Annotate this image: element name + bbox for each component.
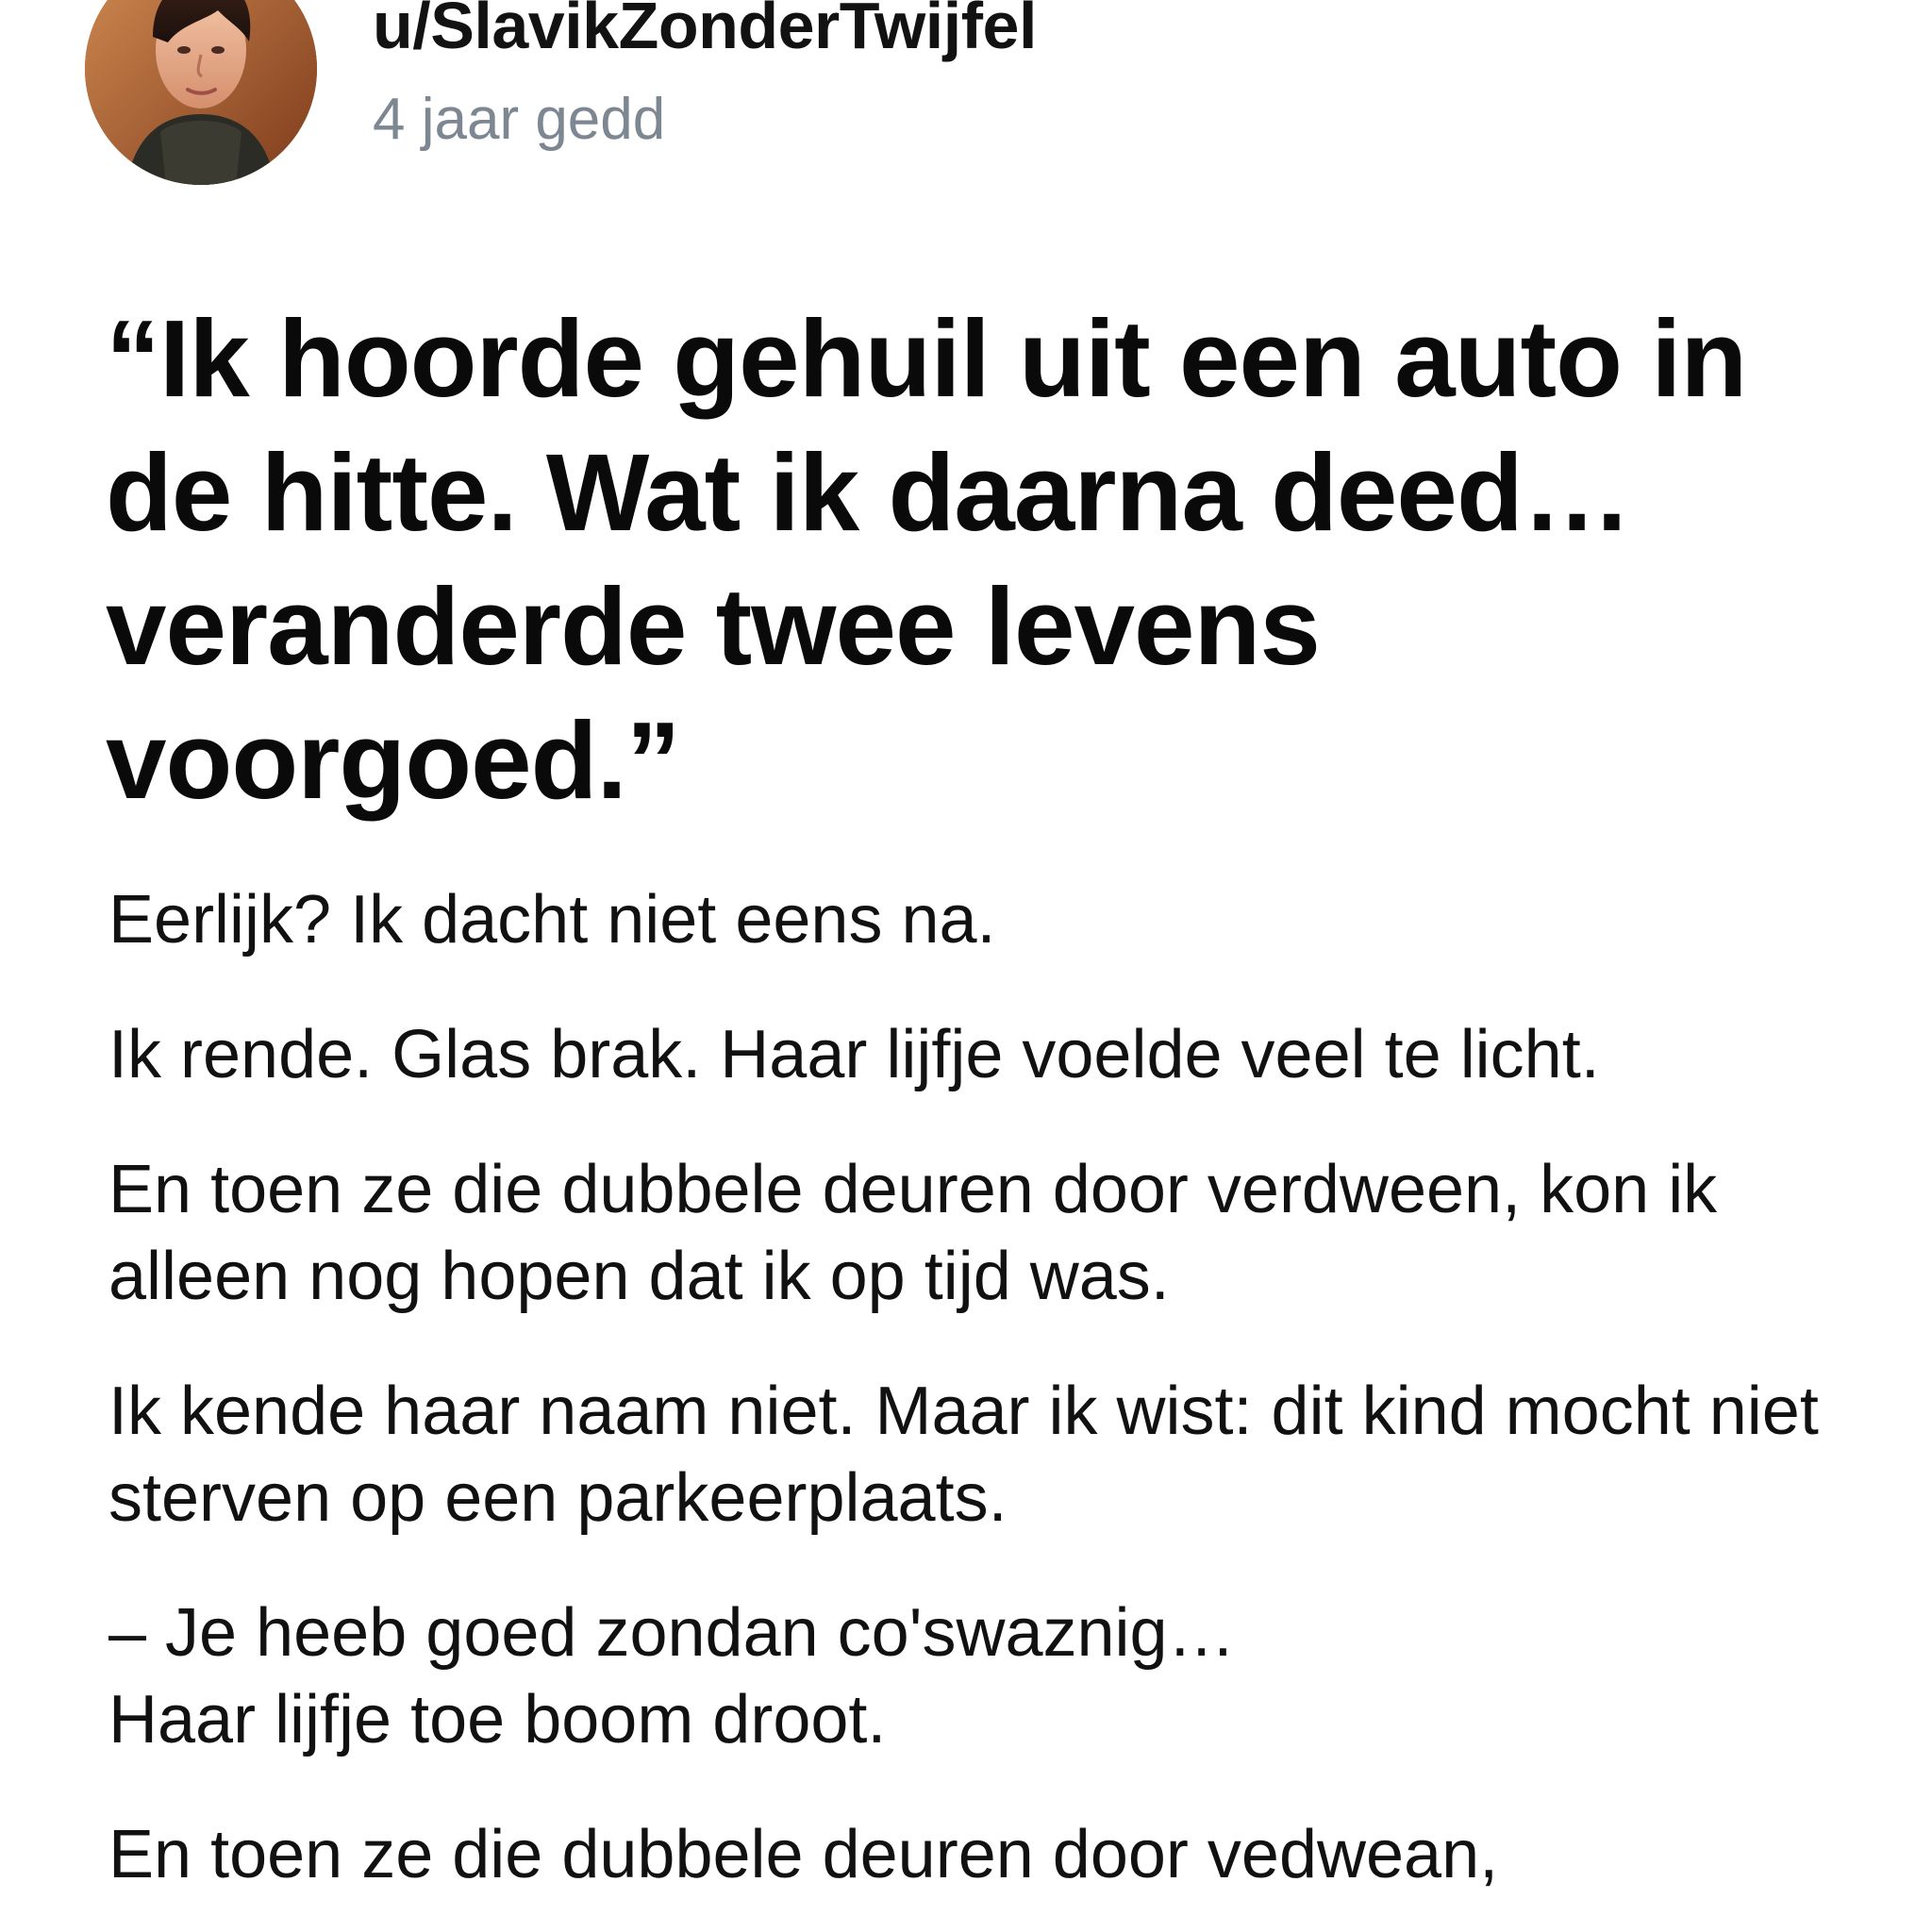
- post-paragraph: – Je heeb goed zondan co'swaznig… Haar lijfje toe boom droot.: [108, 1595, 1236, 1757]
- post-header: [85, 0, 1877, 179]
- post-paragraph: Ik rende. Glas brak. Haar lijfje voelde veel te licht.: [108, 1017, 1600, 1092]
- post-title: “Ik hoorde gehuil uit een auto in de hitte. Wat ik daarna deed… veranderde twee levens voorgoed.”: [106, 297, 1747, 822]
- user-avatar[interactable]: [85, 0, 317, 185]
- post-paragraph: Ik kende haar naam niet. Maar ik wist: dit kind mocht niet sterven op een parkeerplaats.: [108, 1374, 1819, 1536]
- post-paragraph: En toen ze die dubbele deuren door vedwean,: [108, 1817, 1499, 1892]
- post-timestamp: 4 jaar gedd: [373, 87, 666, 152]
- post-body: [108, 876, 1844, 1932]
- username-link[interactable]: u/SlavikZonderTwijfel: [373, 0, 1037, 62]
- post-paragraph: En toen ze die dubbele deuren door verdween, kon ik alleen nog hopen dat ik op tijd was.: [108, 1152, 1718, 1314]
- post-paragraph: Eerlijk? Ik dacht niet eens na.: [108, 882, 996, 958]
- user-avatar-portrait-icon: [85, 0, 317, 185]
